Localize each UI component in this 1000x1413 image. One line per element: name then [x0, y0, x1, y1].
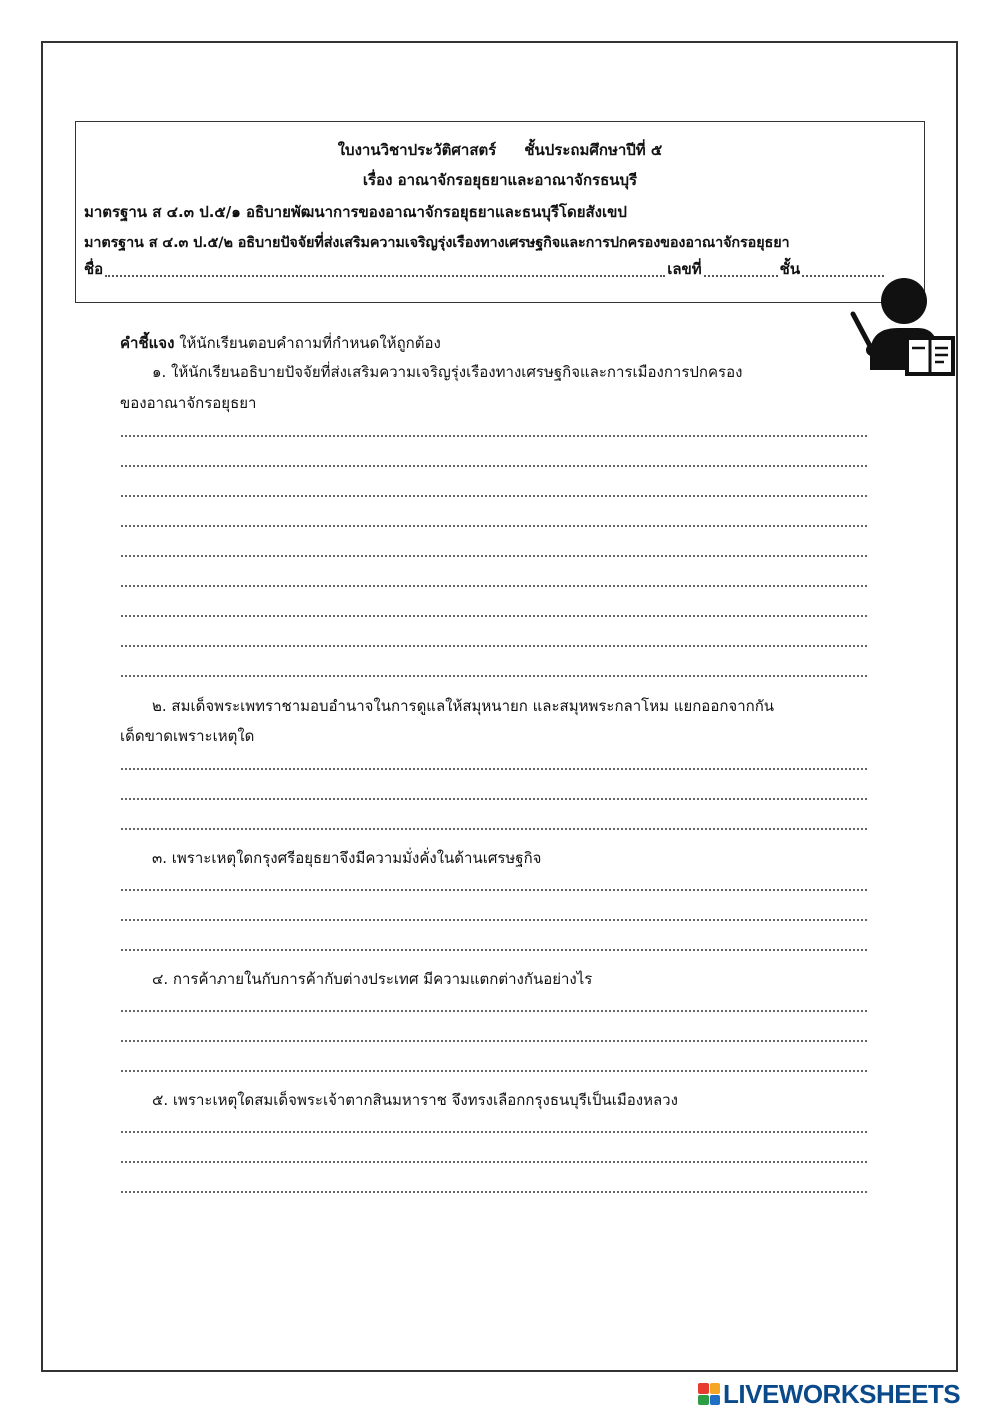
answer-line[interactable]	[121, 495, 867, 497]
answer-line[interactable]	[121, 1161, 867, 1163]
title-text: ใบงานวิชาประวัติศาสตร์	[337, 141, 497, 159]
question-3: ๓. เพราะเหตุใดกรุงศรีอยุธยาจึงมีความมั่งคั่งในด้านเศรษฐกิจ	[152, 849, 542, 867]
answer-line[interactable]	[121, 435, 867, 437]
answer-line[interactable]	[121, 1191, 867, 1193]
answer-line[interactable]	[121, 1010, 867, 1012]
logo-text: LIVEWORKSHEETS	[723, 1378, 961, 1409]
instruction-label: คำชี้แจง	[120, 334, 175, 352]
question-4: ๔. การค้าภายในกับการค้ากับต่างประเทศ มีความแตกต่างกันอย่างไร	[152, 970, 593, 988]
number-label: เลขที่	[667, 260, 702, 278]
question-2-line-1: ๒. สมเด็จพระเพทราชามอบอำนาจในการดูแลให้สมุหนายก และสมุหพระกลาโหม แยกออกจากกัน	[152, 697, 775, 715]
liveworksheets-logo[interactable]	[698, 1380, 960, 1408]
answer-line[interactable]	[121, 645, 867, 647]
worksheet-title	[0, 138, 1000, 162]
instruction	[120, 331, 441, 355]
answer-line[interactable]	[121, 615, 867, 617]
number-field[interactable]	[704, 261, 778, 277]
logo-mark-icon	[698, 1383, 720, 1405]
standard-2: มาตรฐาน ส ๔.๓ ป.๕/๒ อธิบายปัจจัยที่ส่งเสริมความเจริญรุ่งเรืองทางเศรษฐกิจและการปกครองของอาณาจักรอยุธยา	[84, 235, 790, 251]
answer-line[interactable]	[121, 1040, 867, 1042]
answer-line[interactable]	[121, 949, 867, 951]
answer-line[interactable]	[121, 585, 867, 587]
answer-line[interactable]	[121, 465, 867, 467]
standard-1: มาตรฐาน ส ๔.๓ ป.๕/๑ อธิบายพัฒนาการของอาณาจักรอยุธยาและธนบุรีโดยสังเขป	[84, 203, 627, 221]
name-field[interactable]	[105, 261, 665, 277]
answer-line[interactable]	[121, 675, 867, 677]
worksheet-subject: เรื่อง อาณาจักรอยุธยาและอาณาจักรธนบุรี	[362, 171, 638, 189]
answer-line[interactable]	[121, 889, 867, 891]
name-label: ชื่อ	[84, 260, 104, 278]
student-info-row	[84, 259, 898, 281]
question-2-line-2: เด็ดขาดเพราะเหตุใด	[120, 727, 255, 745]
class-label: ชั้น	[779, 260, 801, 278]
answer-line[interactable]	[121, 828, 867, 830]
answer-line[interactable]	[121, 919, 867, 921]
answer-line[interactable]	[121, 1070, 867, 1072]
answer-line[interactable]	[121, 798, 867, 800]
question-1-line-2: ของอาณาจักรอยุธยา	[120, 394, 257, 412]
grade-text: ชั้นประถมศึกษาปีที่ ๕	[524, 141, 663, 159]
answer-line[interactable]	[121, 1131, 867, 1133]
instruction-text: ให้นักเรียนตอบคำถามที่กำหนดให้ถูกต้อง	[174, 334, 441, 352]
question-5: ๕. เพราะเหตุใดสมเด็จพระเจ้าตากสินมหาราช จึงทรงเลือกกรุงธนบุรีเป็นเมืองหลวง	[152, 1091, 678, 1109]
question-1-line-1: ๑. ให้นักเรียนอธิบายปัจจัยที่ส่งเสริมความเจริญรุ่งเรืองทางเศรษฐกิจและการเมืองการปกครอง	[152, 363, 743, 381]
answer-line[interactable]	[121, 555, 867, 557]
answer-line[interactable]	[121, 525, 867, 527]
teacher-icon	[848, 278, 958, 378]
class-field[interactable]	[802, 261, 884, 277]
answer-line[interactable]	[121, 768, 867, 770]
